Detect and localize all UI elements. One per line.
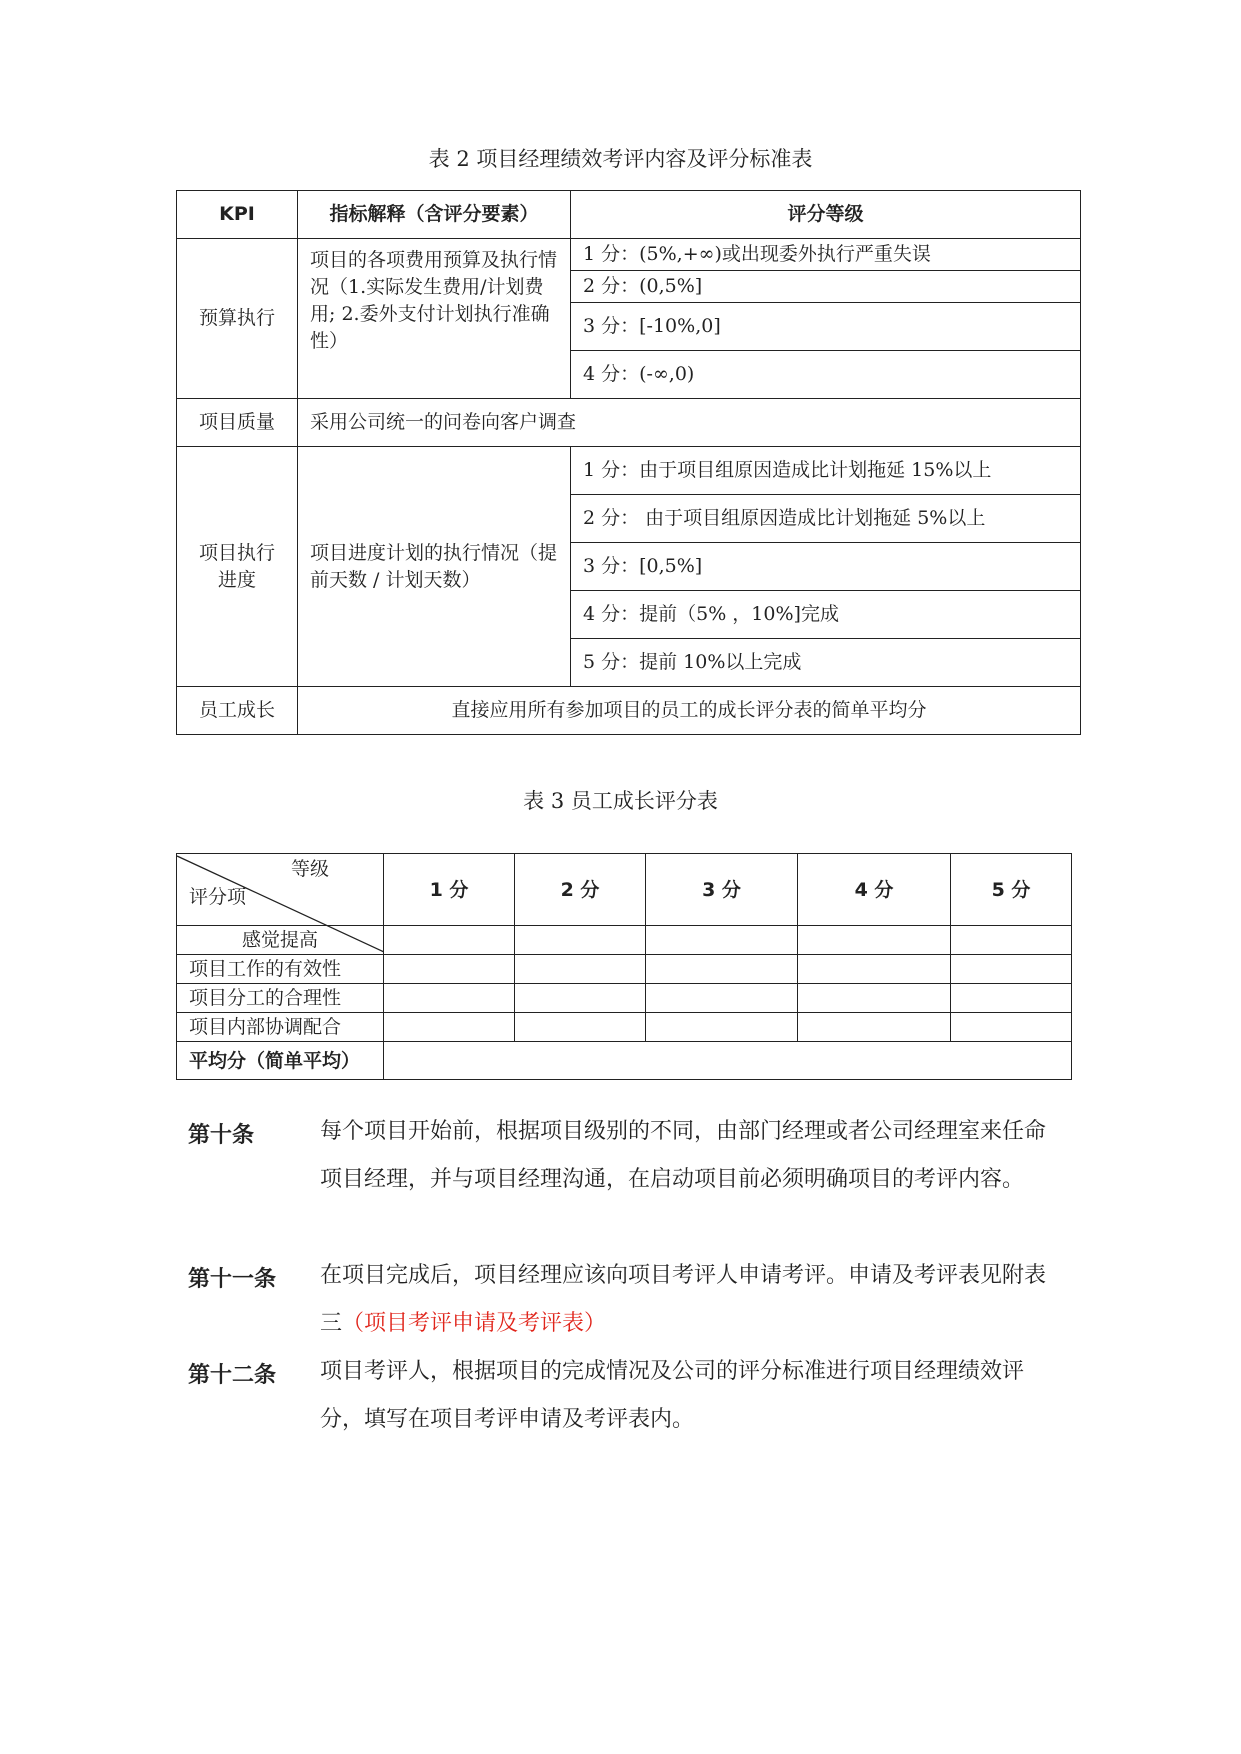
score-cell [951, 1013, 1072, 1042]
article-label: 第十二条 [188, 1363, 277, 1388]
score-cell [646, 926, 798, 955]
score-cell [951, 926, 1072, 955]
score-level: 2 分： 由于项目组原因造成比计划拖延 5%以上 [571, 495, 1081, 543]
table-row [177, 447, 1081, 495]
table-row [177, 687, 1081, 735]
score-cell [515, 955, 646, 984]
header-score-levels: 评分等级 [571, 191, 1081, 239]
score-cell [951, 955, 1072, 984]
header-kpi: KPI [177, 191, 298, 239]
score-level: 3 分：[0,5%] [571, 543, 1081, 591]
explanation-growth: 直接应用所有参加项目的员工的成长评分表的简单平均分 [298, 687, 1081, 735]
article-text: 每个项目开始前，根据项目级别的不同，由部门经理或者公司经理室来任命项目经理，并与项目经理沟通，在启动项目前必须明确项目的考评内容。 [320, 1119, 1047, 1192]
form-reference-link: （项目考评申请及考评表） [342, 1311, 607, 1336]
score-cell [384, 1013, 515, 1042]
table-header-row [177, 191, 1081, 239]
article-label: 第十一条 [188, 1267, 277, 1292]
growth-item-label: 项目工作的有效性 [177, 955, 384, 984]
kpi-growth: 员工成长 [177, 687, 298, 735]
explanation-budget: 项目的各项费用预算及执行情况（1.实际发生费用/计划费用; 2.委外支付计划执行准确性） [298, 239, 571, 399]
grade-header: 4 分 [798, 854, 951, 926]
kpi-progress: 项目执行进度 [177, 447, 298, 687]
table-row [177, 984, 1072, 1013]
score-cell [646, 984, 798, 1013]
table-row [177, 1042, 1072, 1080]
explanation-progress: 项目进度计划的执行情况（提前天数 / 计划天数） [298, 447, 571, 687]
header-explanation: 指标解释（含评分要素） [298, 191, 571, 239]
score-cell [798, 984, 951, 1013]
score-level: 1 分：(5%,+∞)或出现委外执行严重失误 [571, 239, 1081, 271]
growth-item-label: 项目分工的合理性 [177, 984, 384, 1013]
article-text: 项目考评人，根据项目的完成情况及公司的评分标准进行项目经理绩效评分，填写在项目考评申请及考评表内。 [320, 1359, 1025, 1432]
grade-header: 3 分 [646, 854, 798, 926]
score-level: 4 分：提前（5% ，10%]完成 [571, 591, 1081, 639]
employee-growth-table [176, 853, 1072, 1080]
score-cell [951, 984, 1072, 1013]
score-level: 4 分：(-∞,0) [571, 351, 1081, 399]
grade-header: 1 分 [384, 854, 515, 926]
table3-caption: 表 3 员工成长评分表 [523, 789, 718, 813]
grade-header: 2 分 [515, 854, 646, 926]
score-cell [798, 1013, 951, 1042]
score-cell [646, 955, 798, 984]
table-row [177, 955, 1072, 984]
explanation-quality: 采用公司统一的问卷向客户调查 [298, 399, 1081, 447]
score-level: 2 分：(0,5%] [571, 271, 1081, 303]
diagonal-header-item: 评分项 [189, 886, 247, 908]
score-cell [384, 984, 515, 1013]
table-row [177, 1013, 1072, 1042]
score-level: 3 分：[-10%,0] [571, 303, 1081, 351]
diagonal-header-cell [177, 854, 384, 926]
article-body: 在项目完成后，项目经理应该向项目考评人申请考评。申请及考评表见附表三 [320, 1263, 1047, 1336]
score-level: 5 分：提前 10%以上完成 [571, 639, 1081, 687]
table-row [177, 399, 1081, 447]
growth-item-label: 感觉提高 [177, 926, 384, 955]
average-score-cell [384, 1042, 1072, 1080]
table2-caption: 表 2 项目经理绩效考评内容及评分标准表 [428, 147, 813, 171]
diagonal-header-grade: 等级 [291, 858, 330, 880]
score-cell [384, 926, 515, 955]
growth-item-label: 项目内部协调配合 [177, 1013, 384, 1042]
table-row [177, 239, 1081, 271]
grade-header: 5 分 [951, 854, 1072, 926]
score-cell [515, 984, 646, 1013]
kpi-evaluation-table [176, 190, 1081, 735]
score-cell [798, 926, 951, 955]
score-cell [515, 926, 646, 955]
kpi-budget: 预算执行 [177, 239, 298, 399]
article-text [320, 1252, 1060, 1348]
average-score-label: 平均分（简单平均） [177, 1042, 384, 1080]
score-cell [646, 1013, 798, 1042]
article-label: 第十条 [188, 1123, 255, 1148]
kpi-quality: 项目质量 [177, 399, 298, 447]
score-level: 1 分：由于项目组原因造成比计划拖延 15%以上 [571, 447, 1081, 495]
score-cell [798, 955, 951, 984]
score-cell [515, 1013, 646, 1042]
score-cell [384, 955, 515, 984]
table-header-row [177, 854, 1072, 926]
